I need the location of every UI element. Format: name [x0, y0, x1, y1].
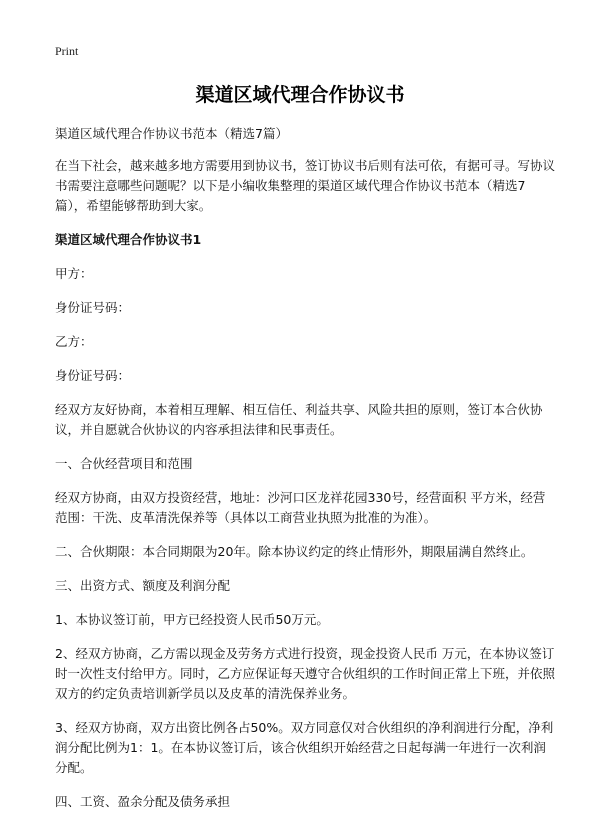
investment-item-3: 3、经双方协商，双方出资比例各占50%。双方同意仅对合伙组织的净利润进行分配，净利润分配比例为1：1。在本协议签订后，该合伙组织开始经营之日起每满一年进行一次利润分配。 — [55, 720, 554, 775]
document-title: 渠道区域代理合作协议书 — [195, 84, 405, 106]
scope-paragraph: 经双方协商，由双方投资经营，地址：沙河口区龙祥花园330号，经营面积 平方米，经营范围：干洗、皮革清洗保养等（具体以工商营业执照为批准的为准）。 — [55, 490, 546, 525]
section-heading: 渠道区域代理合作协议书1 — [55, 232, 202, 247]
intro-paragraph: 在当下社会，越来越多地方需要用到协议书，签订协议书后则有法可依，有据可寻。写协议书需要注意哪些问题呢？以下是小编收集整理的渠道区域代理合作协议书范本（精选7篇），希望能够帮助到大家。 — [55, 158, 556, 213]
term-paragraph: 二、合伙期限：本合同期限为20年。除本协议约定的终止情形外，期限届满自然终止。 — [55, 544, 534, 559]
clause-heading-3: 三、出资方式、额度及利润分配 — [55, 578, 231, 593]
document-body — [55, 124, 555, 826]
clause-heading-1: 一、合伙经营项目和范围 — [55, 456, 193, 471]
party-a-id-label: 身份证号码： — [55, 300, 131, 315]
party-b-id-label: 身份证号码： — [55, 368, 131, 383]
investment-item-1: 1、本协议签订前，甲方已经投资人民币50万元。 — [55, 612, 329, 627]
party-b-label: 乙方： — [55, 334, 93, 349]
document-subtitle: 渠道区域代理合作协议书范本（精选7篇） — [55, 126, 288, 141]
investment-item-2: 2、经双方协商，乙方需以现金及劳务方式进行投资，现金投资人民币 万元，在本协议签订时一次性支付给甲方。同时，乙方应保证每天遵守合伙组织的工作时间正常上下班，并依照双方的约定负责培训新学员以及皮革的清洗保养业务。 — [55, 646, 556, 701]
agreement-paragraph: 经双方友好协商，本着相互理解、相互信任、利益共享、风险共担的原则，签订本合伙协议，并自愿就合伙协议的内容承担法律和民事责任。 — [55, 402, 543, 437]
party-a-label: 甲方： — [55, 266, 93, 281]
clause-heading-4: 四、工资、盈余分配及债务承担 — [55, 794, 231, 809]
print-link[interactable]: Print — [55, 44, 79, 58]
